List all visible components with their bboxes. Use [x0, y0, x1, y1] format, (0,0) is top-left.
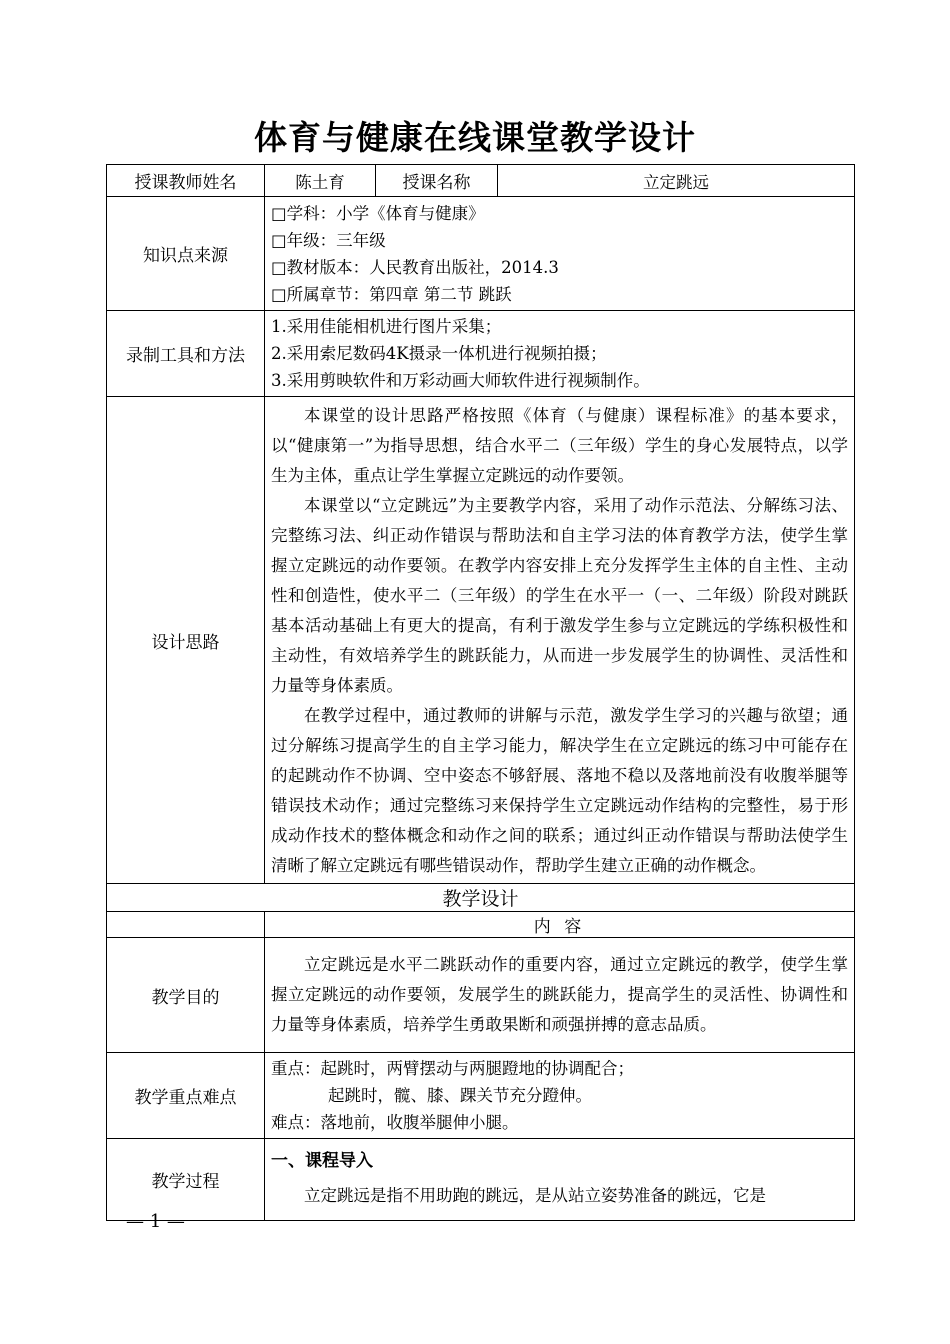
course-label: 授课名称 — [376, 165, 498, 197]
teacher-label: 授课教师姓名 — [107, 165, 265, 197]
lesson-plan-table — [106, 164, 855, 1221]
design-paragraph: 在教学过程中，通过教师的讲解与示范，激发学生学习的兴趣与欲望；通过分解练习提高学生的自主学习能力，解决学生在立定跳远的练习中可能存在的起跳动作不协调、空中姿态不够舒展、落地不稳以及落地前没有收腹举腿等错误技术动作；通过完整练习来保持学生立定跳远动作结构的完整性，易于形成动作技术的整体概念和动作之间的联系；通过纠正动作错误与帮助法使学生清晰了解立定跳远有哪些错误动作，帮助学生建立正确的动作概念。 — [271, 706, 848, 875]
teacher-name: 陈土育 — [265, 165, 376, 197]
content-header: 内 容 — [265, 912, 855, 938]
process-cell — [265, 1139, 855, 1221]
design-idea-cell — [265, 397, 855, 884]
key-points-row — [107, 1053, 855, 1139]
objective-text: 立定跳远是水平二跳跃动作的重要内容，通过立定跳远的教学，使学生掌握立定跳远的动作要领，发展学生的跳跃能力，提高学生的灵活性、协调性和力量等身体素质，培养学生勇敢果断和顽强拼搏的意志品质。 — [271, 955, 848, 1034]
key-point-line: 重点：起跳时，两臂摆动与两腿蹬地的协调配合； — [271, 1059, 634, 1078]
knowledge-source-cell — [265, 197, 855, 311]
recording-item: 1.采用佳能相机进行图片采集； — [271, 317, 502, 336]
chapter-item: □所属章节：第四章 第二节 跳跃 — [271, 284, 512, 304]
key-points-label: 教学重点难点 — [107, 1053, 265, 1139]
process-row — [107, 1139, 855, 1221]
subject-item: □学科：小学《体育与健康》 — [271, 203, 485, 223]
page-number: — 1 — — [126, 1211, 185, 1232]
objective-label: 教学目的 — [107, 938, 265, 1053]
knowledge-source-row — [107, 197, 855, 311]
process-text: 立定跳远是指不用助跑的跳远，是从站立姿势准备的跳远，它是 — [304, 1186, 766, 1205]
process-label: 教学过程 — [107, 1139, 265, 1221]
section-title: 一、课程导入 — [271, 1151, 373, 1171]
teaching-design-header-row — [107, 884, 855, 912]
content-header-row — [107, 912, 855, 938]
key-points-cell — [265, 1053, 855, 1139]
objective-cell — [265, 938, 855, 1053]
design-idea-label: 设计思路 — [107, 397, 265, 884]
teacher-row — [107, 165, 855, 197]
empty-cell — [107, 912, 265, 938]
recording-item: 2.采用索尼数码4K摄录一体机进行视频拍摄； — [271, 344, 607, 363]
design-idea-row — [107, 397, 855, 884]
design-paragraph: 本课堂以“立定跳远”为主要教学内容，采用了动作示范法、分解练习法、完整练习法、纠正动作错误与帮助法和自主学习法的体育教学方法，使学生掌握立定跳远的动作要领。在教学内容安排上充分发挥学生主体的自主性、主动性和创造性，使水平二（三年级）的学生在水平一（一、二年级）阶段对跳跃基本活动基础上有更大的提高，有利于激发学生参与立定跳远的学练积极性和主动性，有效培养学生的跳跃能力，从而进一步发展学生的协调性、灵活性和力量等身体素质。 — [271, 496, 848, 695]
recording-cell — [265, 311, 855, 397]
knowledge-source-label: 知识点来源 — [107, 197, 265, 311]
edition-item: □教材版本：人民教育出版社，2014.3 — [271, 257, 559, 277]
recording-label: 录制工具和方法 — [107, 311, 265, 397]
course-name: 立定跳远 — [498, 165, 855, 197]
page-title: 体育与健康在线课堂教学设计 — [254, 118, 696, 157]
design-paragraph: 本课堂的设计思路严格按照《体育（与健康）课程标准》的基本要求，以“健康第一”为指导思想，结合水平二（三年级）学生的身心发展特点，以学生为主体，重点让学生掌握立定跳远的动作要领。 — [271, 406, 848, 485]
grade-item: □年级：三年级 — [271, 230, 386, 250]
recording-row — [107, 311, 855, 397]
difficulty-line: 难点：落地前，收腹举腿伸小腿。 — [271, 1113, 519, 1132]
recording-item: 3.采用剪映软件和万彩动画大师软件进行视频制作。 — [271, 371, 650, 390]
teaching-design-header: 教学设计 — [107, 884, 855, 912]
objective-row — [107, 938, 855, 1053]
key-point-line: 起跳时，髋、膝、踝关节充分蹬伸。 — [328, 1086, 592, 1105]
